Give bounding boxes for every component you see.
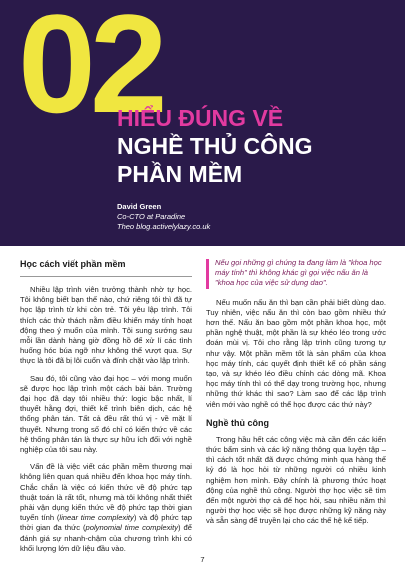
title-line-2: NGHỀ THỦ CÔNG bbox=[117, 133, 313, 159]
section-divider bbox=[20, 276, 192, 277]
title-line-3: PHẦN MỀM bbox=[117, 161, 243, 187]
author-site: Theo blog.activelylazy.co.uk bbox=[117, 222, 211, 231]
pull-quote bbox=[206, 258, 386, 289]
author-block bbox=[117, 202, 210, 232]
author-role: Co-CTO at Paradine bbox=[117, 212, 186, 221]
author-name: David Green bbox=[117, 202, 162, 211]
left-column bbox=[20, 258, 192, 561]
right-column bbox=[206, 258, 386, 534]
paragraph: Vấn đề là việc viết các phần mềm thương mại không liên quan quá nhiều đến khoa học máy tính. Chắc chắn là việc có kiến thức về độ phức tạp thuật toán là rất tốt, nhưng mà tôi không nhất thiết phải vận dụng kiến thức về độ phức tạp thời gian tuyến tính (linear time complexity) và độ phức tạp thời gian đa thức (polynomial time complexity) để đánh giá sự nhanh-chậm của chương trình khi có khối lượng lớn dữ liệu đầu vào. bbox=[20, 462, 192, 553]
section-heading-learn: Học cách viết phần mềm bbox=[20, 259, 126, 269]
paragraph: Nếu muốn nấu ăn thì bạn cần phải biết dùng dao. Tuy nhiên, việc nấu ăn thì còn bao gồm nhiều thứ hơn thế. Nấu ăn bao gồm một phần khoa học, một phần nghệ thuật, một phần là sự khéo léo trong ước đoán mùi vị. Tôi cho rằng lập trình cũng tương tự như vậy. Một phần mềm tốt là sản phẩm của khoa học máy tính, các quyết định thiết kế có phần sáng tạo, và sự khéo léo điều chỉnh các dòng mã. Khoa học máy tính thì có thể dạy trong trường học, nhưng những thứ khác thì sao? Làm sao để các lập trình viên mới vào nghề có thể học được các thứ này? bbox=[206, 297, 386, 409]
quote-bar bbox=[206, 259, 209, 289]
section-heading-craft: Nghề thủ công bbox=[206, 417, 269, 428]
article-title bbox=[117, 104, 377, 188]
chapter-number: 02 bbox=[18, 0, 162, 142]
paragraph: Sau đó, tôi cũng vào đại học – với mong muốn sẽ được học lập trình một cách bài bản. Trường đại học đã dạy tôi nhiều thứ: logic bậc nhất, lí thuyết hằng đợi, thiết kế trình biên dịch, các hệ thống phân tán. Tất cả đều rất thú vị - về mặt lí thuyết. Nhưng trong số đó chỉ có kiến thức về các hệ thống phân tán là thực sự hữu ích đối với nghề nghiệp của tôi sau này. bbox=[20, 373, 192, 455]
page-number: 7 bbox=[200, 555, 205, 564]
title-line-1: HIỂU ĐÚNG VỀ bbox=[117, 105, 284, 131]
paragraph: Trong hầu hết các công việc mà cần đến các kiến thức bẩm sinh và các kỹ năng thông qua luyện tập – thì cách tốt nhất đã được chứng minh qua hàng thế kỷ đó là học hỏi từ những người có nhiều kinh nghiệm hơn mình. Đây chính là phương thức hoạt động của nghề thủ công. Người thợ học việc sẽ tìm đến một người thợ cả để học hỏi, sau nhiều năm thì người thợ học việc sẽ học được những kỹ năng này và sẵn sàng để truyền lại cho các thế hệ kế tiếp. bbox=[206, 434, 386, 526]
article-header bbox=[0, 0, 405, 246]
paragraph: Nhiều lập trình viên trưởng thành nhờ tự học. Tôi không biết bạn thế nào, chứ riêng tôi thì đã tự học lập trình từ khi còn trẻ. Tôi yêu lập trình. Tôi thích các thử thách nằm điều khiển máy tính hoạt động theo ý muốn của mình. Tôi sung sướng sau mỗi lần dành hàng giờ đồng hồ để xử lí các tình huống hóc búa ngỡ như không thể vượt qua. Sự thực là tôi đã bị lôi cuốn và đính chặt vào lập trình. bbox=[20, 285, 192, 366]
pull-quote-text: Nếu gọi những gì chúng ta đang làm là "khoa học máy tính" thì không khác gì gọi việc nấu ăn là "khoa học của việc sử dụng dao". bbox=[215, 258, 382, 288]
